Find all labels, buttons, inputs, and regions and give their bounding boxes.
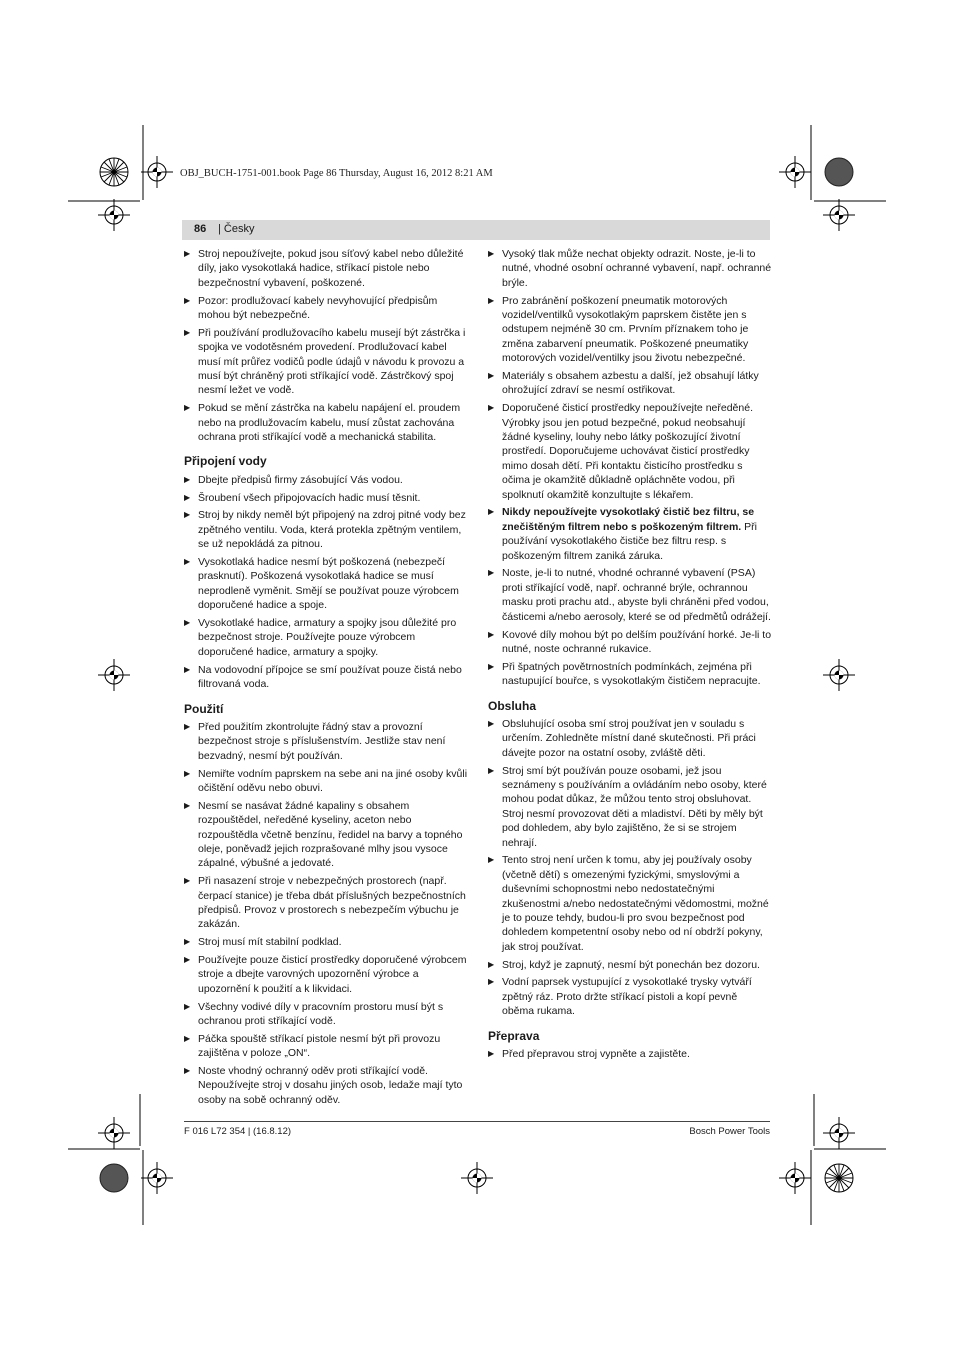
bullet-icon: ▶ [488,977,495,987]
bullet-icon: ▶ [488,1049,495,1059]
list-item-text: Stroj musí mít stabilní podklad. [198,936,342,949]
list-item-text: Na vodovodní přípojce se smí používat pouze čistá nebo filtrovaná voda. [198,663,462,691]
list-item-text: Stroj nepoužívejte, pokud jsou síťový kabel nebo důležité díly, jako vysokotlaká hadice, stříkací pistole nebo bezpečnostní vybavení, poškozené. [198,248,464,289]
bullet-icon: ▶ [488,249,495,258]
bullet-icon: ▶ [184,510,191,520]
list-item [488,958,772,972]
bullet-icon: ▶ [184,327,191,337]
list-item [184,767,468,796]
right-intro-list [488,247,772,689]
bullet-icon: ▶ [184,618,191,628]
list-item-text: Vysokotlaké hadice, armatury a spojky jsou důležité pro bezpečnost stroje. Používejte pouze výrobcem doporučené hadice, armatury a spojky. [198,617,457,658]
list-item-text: Nemiřte vodním paprskem na sebe ani na jiné osoby kvůli očištění oděvu nebo obuvi. [198,767,468,794]
bullet-icon: ▶ [488,371,495,381]
list-item [184,874,468,932]
list-item [488,294,772,366]
list-item [488,369,772,398]
list-item [488,853,772,954]
list-item-text: Šroubení všech připojovacích hadic musí těsnit. [198,491,421,504]
list-item [488,628,772,657]
bullet-icon: ▶ [184,557,191,567]
list-item [184,401,468,444]
list-item-text: Používejte pouze čisticí prostředky doporučené výrobcem stroje a dbejte varovných upozornění výrobce a upozornění k použití a k likvidaci. [198,953,467,995]
bullet-icon: ▶ [488,295,495,305]
bullet-icon: ▶ [184,768,191,778]
operation-list [488,717,772,1019]
right-column [488,247,772,1065]
bullet-icon: ▶ [488,718,495,728]
header-separator: | [218,223,224,235]
section-heading-operation: Obsluha [488,698,537,713]
list-item [184,720,468,763]
water-list [184,473,468,692]
bullet-icon: ▶ [184,664,191,674]
transport-list [488,1047,772,1061]
list-item-text: Kovové díly mohou být po delším používání horké. Je-li to nutné, noste ochranné rukavice. [502,628,772,655]
bullet-icon: ▶ [488,855,495,865]
section-heading-use: Použití [184,701,224,716]
list-item [488,764,772,850]
page-number: 86 [194,223,207,235]
list-item-text: Stroj smí být používán pouze osobami, jež jsou seznámeny s používáním a ovládáním nebo osoby, které mohou podat důkaz, že můžou tento stroj obsluhovat. Stroj nesmí provozovat děti a mladiství. Děti by měly být pod dohledem, aby bylo zajištěno, že si se strojem nehrají. [502,764,767,849]
list-item [184,294,468,323]
bullet-icon: ▶ [184,876,191,886]
list-item-text: Pozor: prodlužovací kabely nevyhovující předpisům mohou být nebezpečné. [198,294,438,322]
list-item-text: Pro zabránění poškození pneumatik motorových vozidel/ventilků vysokotlakým paprskem čistěte jen s odstupem nejméně 30 cm. Prvním příznakem toho je změna zabarvení pneumatik. Poškozené pneumatiky motorových vozidel/ventilky jsou životu nebezpečné. [502,294,749,365]
print-info-line: OBJ_BUCH-1751-001.book Page 86 Thursday, August 16, 2012 8:21 AM [180,168,493,179]
list-item [488,660,772,689]
list-item-text: Noste, je-li to nutné, vhodné ochranné vybavení (PSA) proti stříkající vodě, např. ochranné brýle, ochrannou masku proti prachu atd., abyste byli chráněni před vodou, částicemi a/nebo aerosoly, které se od předmětů odrážejí. [502,567,771,623]
footer-divider [184,1121,770,1122]
list-item [184,1032,468,1061]
bullet-icon: ▶ [184,1001,191,1011]
list-item [184,326,468,398]
list-item [184,799,468,871]
bullet-icon: ▶ [184,937,191,947]
bullet-icon: ▶ [488,661,495,671]
left-column [184,247,468,1111]
bullet-icon: ▶ [488,765,495,775]
list-item-text: Vysokotlaká hadice nesmí být poškozená (nebezpečí prasknutí). Poškozená vysokotlaká hadice se musí neprodleně vyměnit. Smějí se používat pouze výrobcem doporučené hadice a spoje. [198,556,459,612]
bullet-icon: ▶ [488,629,495,639]
footer-doc-code: F 016 L72 354 | (16.8.12) [184,1126,292,1137]
bullet-icon: ▶ [184,474,191,484]
list-item [184,663,468,692]
bullet-icon: ▶ [184,295,191,305]
bullet-icon: ▶ [488,403,495,413]
page-header [182,220,770,240]
list-item [488,247,772,290]
list-item-text: Tento stroj není určen k tomu, aby jej používaly osoby (včetně dětí) s omezenými fyzickými, smyslovými a duševními schopnostmi nebo nedostatečnými zkušenostmi a/nebo nedostatečnými vědomostmi, možné je to pouze tehdy, budou-li pro svou bezpečnost pod dohledem kompetentní osoby nebo od ní obdrží pokyny, jak stroj používat. [502,854,769,953]
list-item [184,1000,468,1029]
list-item-text: Vodní paprsek vystupující z vysokotlaké trysky vytváří zpětný ráz. Proto držte stříkací pistoli a kopí pevně oběma rukama. [502,976,752,1018]
bullet-icon: ▶ [184,403,191,413]
bullet-icon: ▶ [184,492,191,502]
list-item-text: Pokud se mění zástrčka na kabelu napájení el. proudem nebo na prodlužovacím kabelu, musí zůstat zachována ochrana proti stříkající vodě a mechanická stabilita. [198,402,461,444]
list-item [488,401,772,502]
filter-warning-bold: Nikdy nepoužívejte vysokotlaký čistič bez filtru, se znečištěným filtrem nebo s poškozeným filtrem. [502,506,755,533]
list-item [184,935,468,949]
list-item [184,508,468,551]
list-item-text: Materiály s obsahem azbestu a další, jež obsahují látky ohrožující zdraví se nesmí ostřikovat. [502,370,759,397]
bullet-icon: ▶ [184,800,191,810]
list-item-text: Stroj by nikdy neměl být připojený na zdroj pitné vody bez zpětného ventilu. Voda, která protekla zpětným ventilem, se už nepokládá za pitnou. [198,509,466,551]
bullet-icon: ▶ [184,721,191,731]
section-heading-transport: Přeprava [488,1028,540,1043]
list-item-filter-warning [488,505,772,563]
list-item-text: Stroj, když je zapnutý, nesmí být ponechán bez dozoru. [502,958,760,971]
list-item-text: Při nasazení stroje v nebezpečných prostorech (např. čerpací stanice) je třeba dbát příslušných bezpečnostních předpisů. Provoz v prostorech s nebezpečím výbuchu je zakázán. [198,875,466,931]
list-item-text: Dbejte předpisů firmy zásobující Vás vodou. [198,473,403,486]
footer-brand: Bosch Power Tools [689,1126,770,1137]
list-item-text: Doporučené čisticí prostředky nepoužívejte neředěné. Výrobky jsou jen potud bezpečné, pokud neobsahují žádné kyseliny, louhy nebo látky poškozující životní prostředí. Doporučujeme uchovávat čisticí prostředky mimo dosah dětí. Při kontaktu čisticího prostředku s očima je okamžitě důkladně opláchněte vodou, při spolknutí okamžitě konzultujte s lékařem. [502,402,753,501]
list-item [488,717,772,760]
section-heading-water: Připojení vody [184,454,267,469]
list-item-text: Obsluhující osoba smí stroj používat jen v souladu s určením. Zohledněte místní dané skutečnosti. Při práci dávejte pozor na ostatní osoby, zvláště děti. [502,717,756,759]
bullet-icon: ▶ [488,507,495,517]
list-item-text: Před použitím zkontrolujte řádný stav a provozní bezpečnost stroje s příslušenstvím. Jestliže stav není bezvadný, nesmí být používán. [198,720,446,762]
list-item-text: Při používání prodlužovacího kabelu musejí být zástrčka i spojka ve vodotěsném provedení. Prodlužovací kabel musí mít průřez vodičů podle údajů v návodu k provozu a musí být chráněný proti stříkající vodě. Zástrčkový spoj nesmí ležet ve vodě. [198,326,466,397]
list-item [184,247,468,290]
list-item [488,975,772,1018]
bullet-icon: ▶ [184,1033,191,1043]
bullet-icon: ▶ [184,954,191,964]
list-item-text: Před přepravou stroj vypněte a zajistěte. [502,1048,690,1061]
bullet-icon: ▶ [488,959,495,969]
list-item-text: Vysoký tlak může nechat objekty odrazit. Noste, je-li to nutné, vhodné osobní ochranné vybavení, např. ochranné brýle. [502,248,772,289]
use-list [184,720,468,1107]
list-item [184,555,468,613]
bullet-icon: ▶ [184,249,191,258]
list-item [184,491,468,505]
list-item [184,473,468,487]
list-item-text: Páčka spouště stříkací pistole nesmí být při provozu zajištěna v poloze „ON“. [198,1032,441,1060]
list-item-text: Při špatných povětrnostních podmínkách, zejména při nastupující bouřce, s vysokotlakým čističem nepracujte. [502,660,761,688]
header-language: Česky [223,223,255,235]
list-item [184,953,468,996]
filter-warning-rest: Při používání vysokotlakého čističe bez filtru resp. s poškozeným filtrem zaniká záruka. [502,520,757,562]
list-item [184,1064,468,1107]
list-item-text: Všechny vodivé díly v pracovním prostoru musí být s ochranou proti stříkající vodě. [198,1000,444,1027]
language-label [218,223,254,235]
list-item-text: Noste vhodný ochranný oděv proti stříkající vodě. Nepoužívejte stroj v dosahu jiných osob, ledaže mají tyto osoby na sobě ochranný oděv. [198,1064,463,1106]
list-item [184,616,468,659]
list-item [488,566,772,624]
left-intro-list [184,247,468,444]
list-item-text: Nesmí se nasávat žádné kapaliny s obsahem rozpouštědel, neředěné kyseliny, aceton nebo rozpouštědla včetně benzínu, ředidel na barvy a topného oleje, poněvadž jejich rozprašované mlhy jsou vysoce zápalné, výbušné a jedovaté. [198,799,463,870]
list-item [488,1047,772,1061]
bullet-icon: ▶ [488,568,495,578]
bullet-icon: ▶ [184,1065,191,1075]
